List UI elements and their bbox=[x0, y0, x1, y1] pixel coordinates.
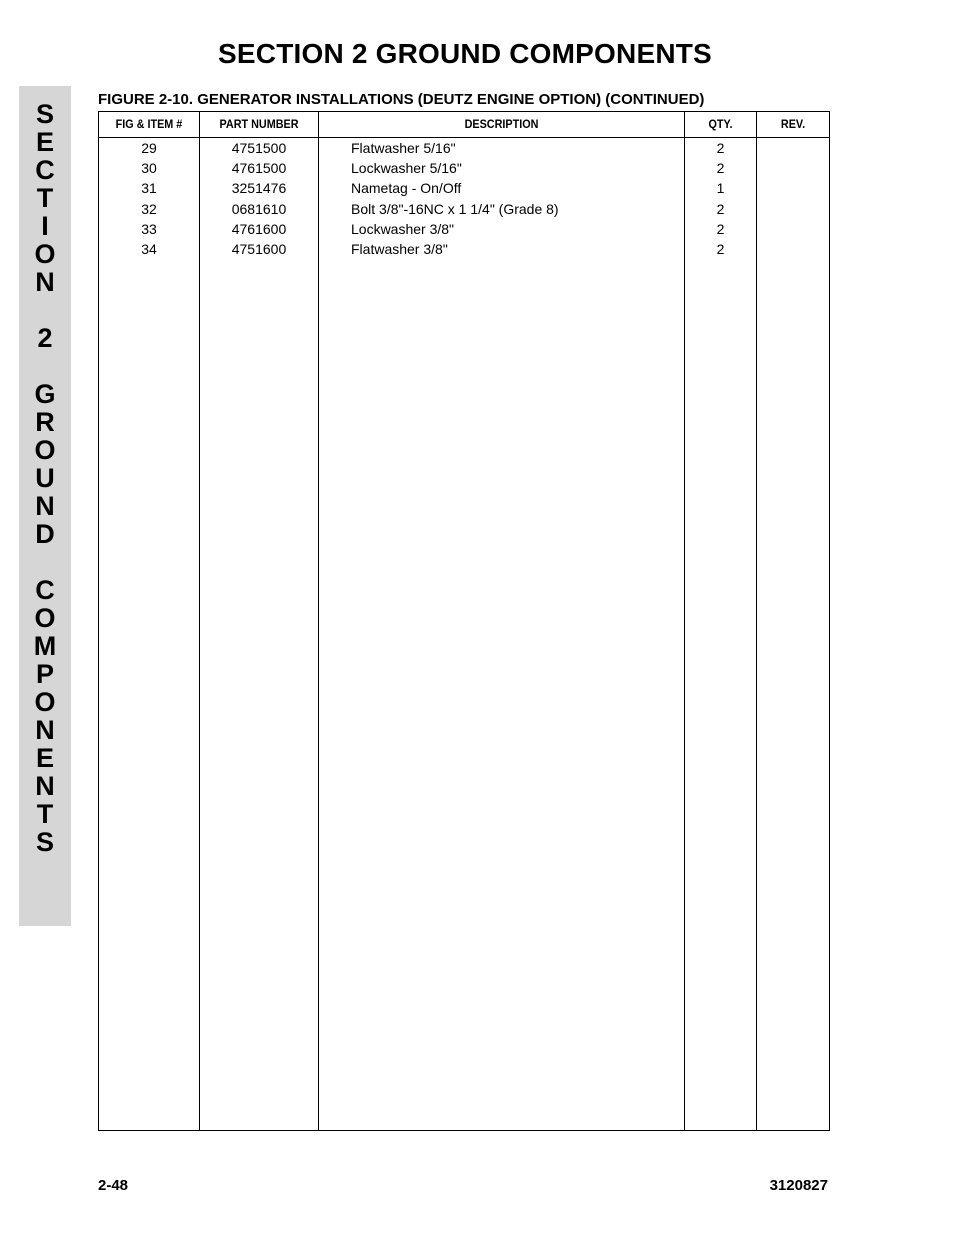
page-number: 2-48 bbox=[98, 1177, 129, 1194]
cell-fig-item: 31 bbox=[141, 180, 157, 197]
cell-qty: 2 bbox=[716, 240, 725, 257]
side-tab-letter: M bbox=[33, 631, 57, 661]
side-tab-letter: T bbox=[36, 799, 54, 829]
side-tab-letter: O bbox=[34, 435, 56, 465]
side-tab-letter: N bbox=[35, 267, 55, 297]
side-tab-letter: I bbox=[41, 211, 49, 241]
cell-qty: 2 bbox=[716, 200, 725, 217]
cell-qty: 2 bbox=[716, 140, 725, 156]
table-row bbox=[99, 239, 829, 259]
table-row bbox=[99, 199, 829, 219]
cell-part-number: 4751500 bbox=[231, 140, 287, 156]
column-divider bbox=[318, 112, 319, 1130]
cell-part-number: 4761600 bbox=[231, 220, 287, 237]
column-divider bbox=[684, 112, 685, 1130]
column-divider bbox=[199, 112, 200, 1130]
side-tab-letter bbox=[19, 548, 71, 576]
table-row bbox=[99, 138, 829, 158]
header-part-number: PART NUMBER bbox=[219, 117, 299, 131]
cell-description: Flatwasher 3/8" bbox=[351, 240, 448, 257]
side-tab-letter: E bbox=[35, 127, 54, 157]
cell-part-number: 4751600 bbox=[231, 240, 287, 257]
cell-description: Nametag - On/Off bbox=[351, 180, 462, 197]
side-tab-letter: C bbox=[35, 575, 55, 605]
cell-description: Flatwasher 5/16" bbox=[351, 140, 456, 156]
header-fig-item: FIG & ITEM # bbox=[115, 117, 183, 131]
parts-table bbox=[98, 111, 830, 1131]
side-tab-letter: N bbox=[35, 715, 55, 745]
cell-fig-item: 34 bbox=[141, 240, 157, 257]
cell-fig-item: 33 bbox=[141, 220, 157, 237]
page-title: SECTION 2 GROUND COMPONENTS bbox=[218, 38, 712, 69]
document-number: 3120827 bbox=[769, 1177, 828, 1194]
cell-description: Lockwasher 5/16" bbox=[351, 160, 462, 177]
cell-part-number: 4761500 bbox=[231, 160, 287, 177]
cell-qty: 2 bbox=[716, 160, 725, 177]
table-row bbox=[99, 219, 829, 239]
header-qty: QTY. bbox=[708, 117, 733, 131]
cell-fig-item: 32 bbox=[141, 200, 157, 217]
side-tab-letter: O bbox=[34, 687, 56, 717]
side-tab-letter: N bbox=[35, 491, 55, 521]
table-row bbox=[99, 178, 829, 198]
cell-qty: 1 bbox=[716, 180, 725, 197]
figure-title: FIGURE 2-10. GENERATOR INSTALLATIONS (DEUTZ ENGINE OPTION) (CONTINUED) bbox=[98, 91, 705, 108]
side-tab-letter: G bbox=[34, 379, 56, 409]
cell-fig-item: 30 bbox=[141, 160, 157, 177]
side-tab-letter: O bbox=[34, 239, 56, 269]
side-tab-letter: 2 bbox=[37, 323, 53, 353]
cell-qty: 2 bbox=[716, 220, 725, 237]
side-tab-letter: R bbox=[35, 407, 55, 437]
column-divider bbox=[756, 112, 757, 1130]
side-tab-letter: O bbox=[34, 603, 56, 633]
cell-part-number: 0681610 bbox=[231, 200, 287, 217]
cell-part-number: 3251476 bbox=[231, 180, 287, 197]
side-tab-letter bbox=[19, 296, 71, 324]
cell-description: Lockwasher 3/8" bbox=[351, 220, 455, 237]
section-side-tab bbox=[19, 86, 71, 926]
header-rev: REV. bbox=[780, 117, 806, 131]
side-tab-letter bbox=[19, 352, 71, 380]
side-tab-letter: S bbox=[35, 827, 54, 857]
section-side-tab-label bbox=[19, 100, 71, 856]
side-tab-letter: U bbox=[35, 463, 55, 493]
table-body bbox=[99, 138, 829, 259]
side-tab-letter: D bbox=[35, 519, 55, 549]
table-row bbox=[99, 158, 829, 178]
side-tab-letter: C bbox=[35, 155, 55, 185]
side-tab-letter: N bbox=[35, 771, 55, 801]
cell-fig-item: 29 bbox=[141, 140, 157, 156]
side-tab-letter: P bbox=[35, 659, 54, 689]
side-tab-letter: S bbox=[35, 99, 54, 129]
side-tab-letter: T bbox=[36, 183, 54, 213]
side-tab-letter: E bbox=[35, 743, 54, 773]
cell-description: Bolt 3/8"-16NC x 1 1/4" (Grade 8) bbox=[351, 200, 559, 217]
header-description: DESCRIPTION bbox=[464, 117, 539, 131]
